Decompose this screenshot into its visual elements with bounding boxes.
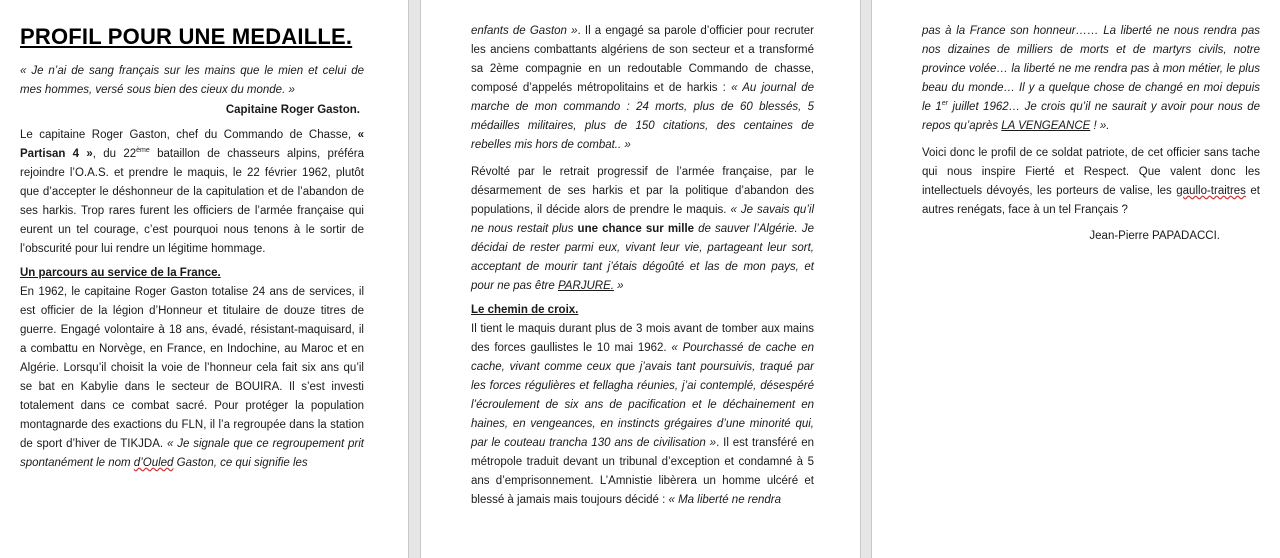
chemin-quote: « Pourchassé de cache en cache, vivant comme ceux que j’avais tant poursuivis, traqué par les forces régulières et fellagha réunies, j’ai contemplé, désespéré l’écroulement de six ans de pacification et le déchainement en haines, en vengeances, en instincts grégaires d’une minorité qui, par le couteau trancha 130 ans de civilisation »	[471, 342, 814, 449]
page-gap-left	[408, 0, 409, 558]
journal-quote: « Au journal de marche de mon commando : 24 morts, plus de 60 blessés, 5 médailles militaires, plus de 150 citations, des centaines de rebelles mis hors de combat.. »	[471, 82, 814, 151]
section-heading-parcours: Un parcours au service de la France.	[20, 267, 221, 279]
epigraph-author: Capitaine Roger Gaston.	[225, 104, 360, 116]
vengeance-word: LA VENGEANCE	[1001, 120, 1091, 132]
maquis-text: Révolté par le retrait progressif de l’armée française, par le désarmement de ses harkis et par la politique d’abandon des populations, il décide alors de prendre le maquis.	[471, 166, 814, 216]
chemin-paragraph	[471, 320, 814, 510]
ouled-gaston-quote: enfants de Gaston »	[471, 25, 578, 37]
conclusion-text-2: et autres renégats, face à un tel Français ?	[922, 185, 1260, 216]
conclusion-text-1: Voici donc le profil de ce soldat patriote, de cet officier sans tache qui nous inspire Fierté et Respect. Que valent donc les intellectuels dévoyés, les porteurs de valise, les	[922, 147, 1260, 197]
parcours-quote-end: Gaston, ce qui signifie les	[173, 457, 308, 469]
spellcheck-word-2: gaullo-traitres	[1176, 185, 1246, 197]
chemin-text-2: . Il est transféré en métropole traduit devant un tribunal d’exception et condamné à 5 ans d’emprisonnement. L’Amnistie libèrera un homme ulcéré et blessé à jamais mais toujours décidé :	[471, 437, 814, 506]
maquis-quote-1: « Je savais qu’il ne nous restait plus	[471, 204, 814, 235]
ordinal-superscript: ème	[136, 147, 150, 155]
liberte-quote-2: juillet 1962… Je crois qu’il ne saurait y avoir pour nous de repos qu’après	[922, 101, 1260, 132]
document-title: PROFIL POUR UNE MEDAILLE.	[20, 24, 353, 49]
parcours-text: En 1962, le capitaine Roger Gaston totalise 24 ans de services, il est officier de la légion d’Honneur et titulaire de douze titres de guerre. Engagé volontaire à 18 ans, évadé, résistant-maquisard, il a combattu en Norvège, en France, en Indochine, au Maroc et en Algérie. Lorsqu’il choisit la voie de l’honneur cela fait six ans qu’il se bat en Kabylie dans le secteur de BOUIRA. Il s’est investi totalement dans ce combat sacré. Pour protéger la population montagnarde des exactions du FLN, il l’a regroupée dans la station de sport d’hiver de TIKJDA.	[20, 286, 364, 450]
page-gap-right	[860, 0, 861, 558]
maquis-paragraph	[471, 163, 814, 296]
parcours-paragraph	[20, 283, 364, 473]
intro-text-1: Le capitaine Roger Gaston, chef du Commando de Chasse,	[20, 129, 358, 141]
liberte-quote-1: pas à la France son honneur…… La liberté ne nous rendra pas nos dizaines de milliers de morts et de martyrs civils, notre province volée… la liberté ne me rendra pas à mon métier, le plus beau du monde… Il y a quelque chose de changé en moi depuis le 1	[922, 25, 1260, 113]
maquis-quote-2: de sauver l’Algérie. Je décidai de rester parmi eux, vivant leur vie, partageant leur sort, acceptant de mourir tant j’étais dégoûté et las de mon pays, et pour ne pas être	[471, 223, 814, 292]
document-page-2	[421, 0, 860, 558]
liberte-quote-3: ! ».	[1090, 120, 1110, 132]
commando-paragraph	[471, 22, 814, 155]
document-page-3	[872, 0, 1280, 558]
intro-text-3: bataillon de chasseurs alpins, préféra rejoindre l’O.A.S. et prendre le maquis, le 22 février 1962, plutôt que d’accepter le déshonneur de la capitulation et de l’abandon de ses harkis. Trop rares furent les officiers de l’armée française qui eurent un tel courage, c’est pourquoi nous tenons à le sortir de l’obscurité pour lui rendre un légitime hommage.	[20, 148, 364, 255]
epigraph-quote: « Je n’ai de sang français sur les mains que le mien et celui de mes hommes, versé sous bien des cieux du monde. »	[20, 65, 364, 96]
maquis-quote-bold: une chance sur mille	[577, 223, 695, 235]
spellcheck-word: d’Ouled	[133, 457, 174, 469]
parcours-quote-start: « Je signale que ce regroupement prit spontanément le nom	[20, 438, 364, 469]
document-page-1	[0, 0, 408, 558]
liberte-quote-paragraph	[922, 22, 1260, 136]
article-author: Jean-Pierre PAPADACCI.	[1089, 230, 1220, 242]
parjure-word: PARJURE.	[557, 280, 614, 292]
intro-paragraph	[20, 126, 364, 259]
chemin-text: Il tient le maquis durant plus de 3 mois avant de tomber aux mains des forces gaullistes le 10 mai 1962.	[471, 323, 814, 354]
section-heading-chemin: Le chemin de croix.	[471, 304, 579, 316]
liberte-quote-start: « Ma liberté ne rendra	[668, 494, 782, 506]
maquis-quote-3: »	[613, 280, 624, 292]
commando-name: « Partisan 4 »	[20, 129, 364, 160]
commando-text: . Il a engagé sa parole d’officier pour recruter les anciens combattants algériens de son secteur et a transformé sa 2ème compagnie en un redoutable Commando de chasse, composé d’appelés métropolitains et de harkis :	[471, 25, 814, 94]
intro-text-2: , du 22	[92, 148, 137, 160]
date-superscript: er	[941, 100, 949, 108]
conclusion-paragraph	[922, 144, 1260, 220]
